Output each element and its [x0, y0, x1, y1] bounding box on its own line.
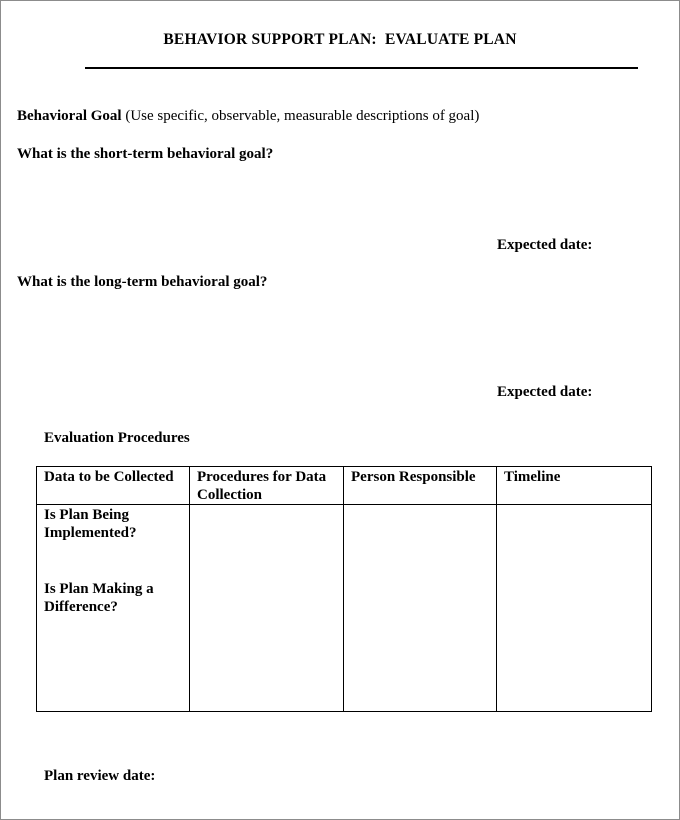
table-header-row — [37, 467, 652, 505]
data-to-be-collected-cell — [37, 505, 190, 712]
question-plan-difference: Is Plan Making a Difference? — [44, 581, 154, 615]
page-title: BEHAVIOR SUPPORT PLAN: EVALUATE PLAN — [163, 31, 517, 48]
short-term-expected-date-label: Expected date: — [497, 237, 593, 253]
column-header-data-to-be-collected: Data to be Collected — [37, 467, 190, 505]
question-plan-implemented: Is Plan Being Implemented? — [44, 507, 137, 541]
column-header-timeline: Timeline — [497, 467, 652, 505]
long-term-expected-date-label: Expected date: — [497, 384, 593, 400]
procedures-cell[interactable] — [190, 505, 344, 712]
timeline-cell[interactable] — [497, 505, 652, 712]
behavioral-goal-instruction: (Use specific, observable, measurable descriptions of goal) — [125, 108, 480, 124]
title-underline — [85, 67, 638, 69]
evaluation-procedures-heading: Evaluation Procedures — [44, 430, 190, 446]
evaluation-procedures-table — [36, 466, 652, 712]
plan-review-date-label: Plan review date: — [44, 768, 156, 784]
column-header-procedures: Procedures for Data Collection — [190, 467, 344, 505]
behavioral-goal-line — [17, 107, 479, 125]
behavioral-goal-label: Behavioral Goal — [17, 108, 122, 124]
long-term-goal-question: What is the long-term behavioral goal? — [17, 274, 268, 290]
short-term-goal-question: What is the short-term behavioral goal? — [17, 146, 274, 162]
person-responsible-cell[interactable] — [344, 505, 497, 712]
table-row — [37, 505, 652, 712]
column-header-person-responsible: Person Responsible — [344, 467, 497, 505]
